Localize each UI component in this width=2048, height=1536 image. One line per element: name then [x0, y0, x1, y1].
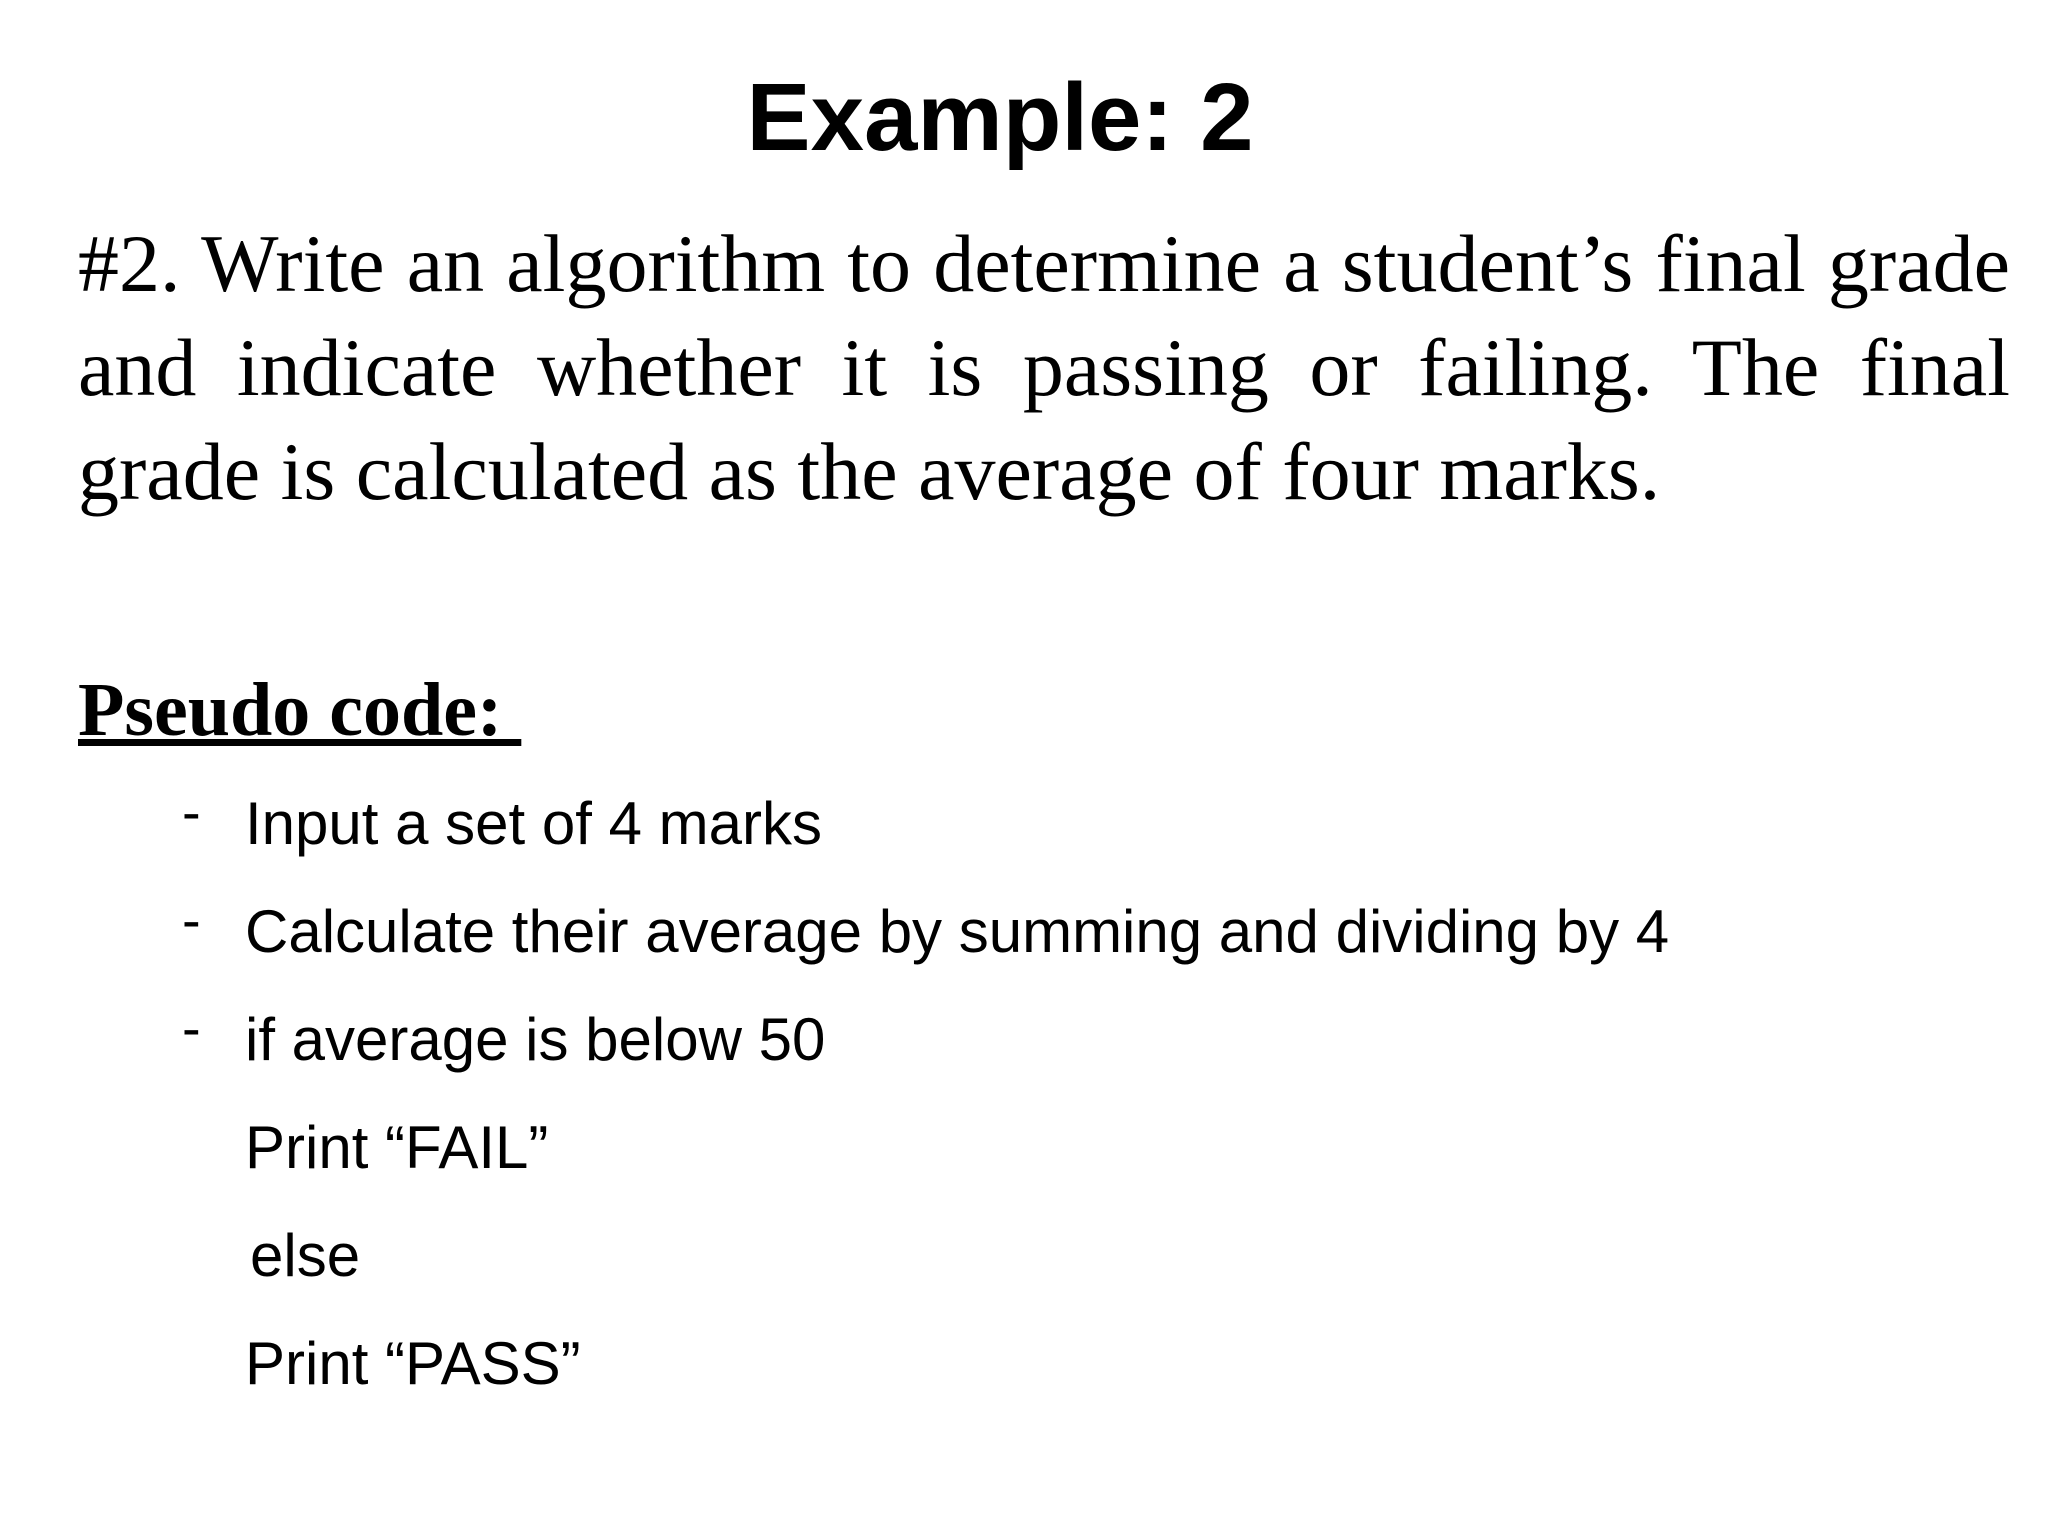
slide-title: Example: 2	[746, 64, 1254, 171]
dash-bullet: -	[182, 996, 201, 1059]
step-text: if average is below 50	[245, 1006, 826, 1073]
pseudo-code-step	[0, 1202, 2048, 1310]
problem-statement: #2. Write an algorithm to determine a student’s final grade and indicate whether it is passing or failing. The final grade is calculated as the average of four marks.	[78, 218, 2010, 517]
pseudo-code-heading: Pseudo code:	[78, 668, 522, 752]
step-text: else	[250, 1222, 361, 1289]
step-text: Calculate their average by summing and dividing by 4	[245, 898, 1670, 965]
pseudo-code-steps	[0, 770, 2048, 1418]
dash-bullet: -	[182, 780, 201, 843]
step-text: Print “FAIL”	[245, 1114, 549, 1181]
pseudo-code-step	[0, 770, 2048, 878]
step-text: Input a set of 4 marks	[245, 790, 822, 857]
dash-bullet: -	[182, 888, 201, 951]
pseudo-code-step	[0, 878, 2048, 986]
pseudo-code-step	[0, 1094, 2048, 1202]
pseudo-code-step	[0, 1310, 2048, 1418]
pseudo-code-step	[0, 986, 2048, 1094]
step-text: Print “PASS”	[245, 1330, 581, 1397]
